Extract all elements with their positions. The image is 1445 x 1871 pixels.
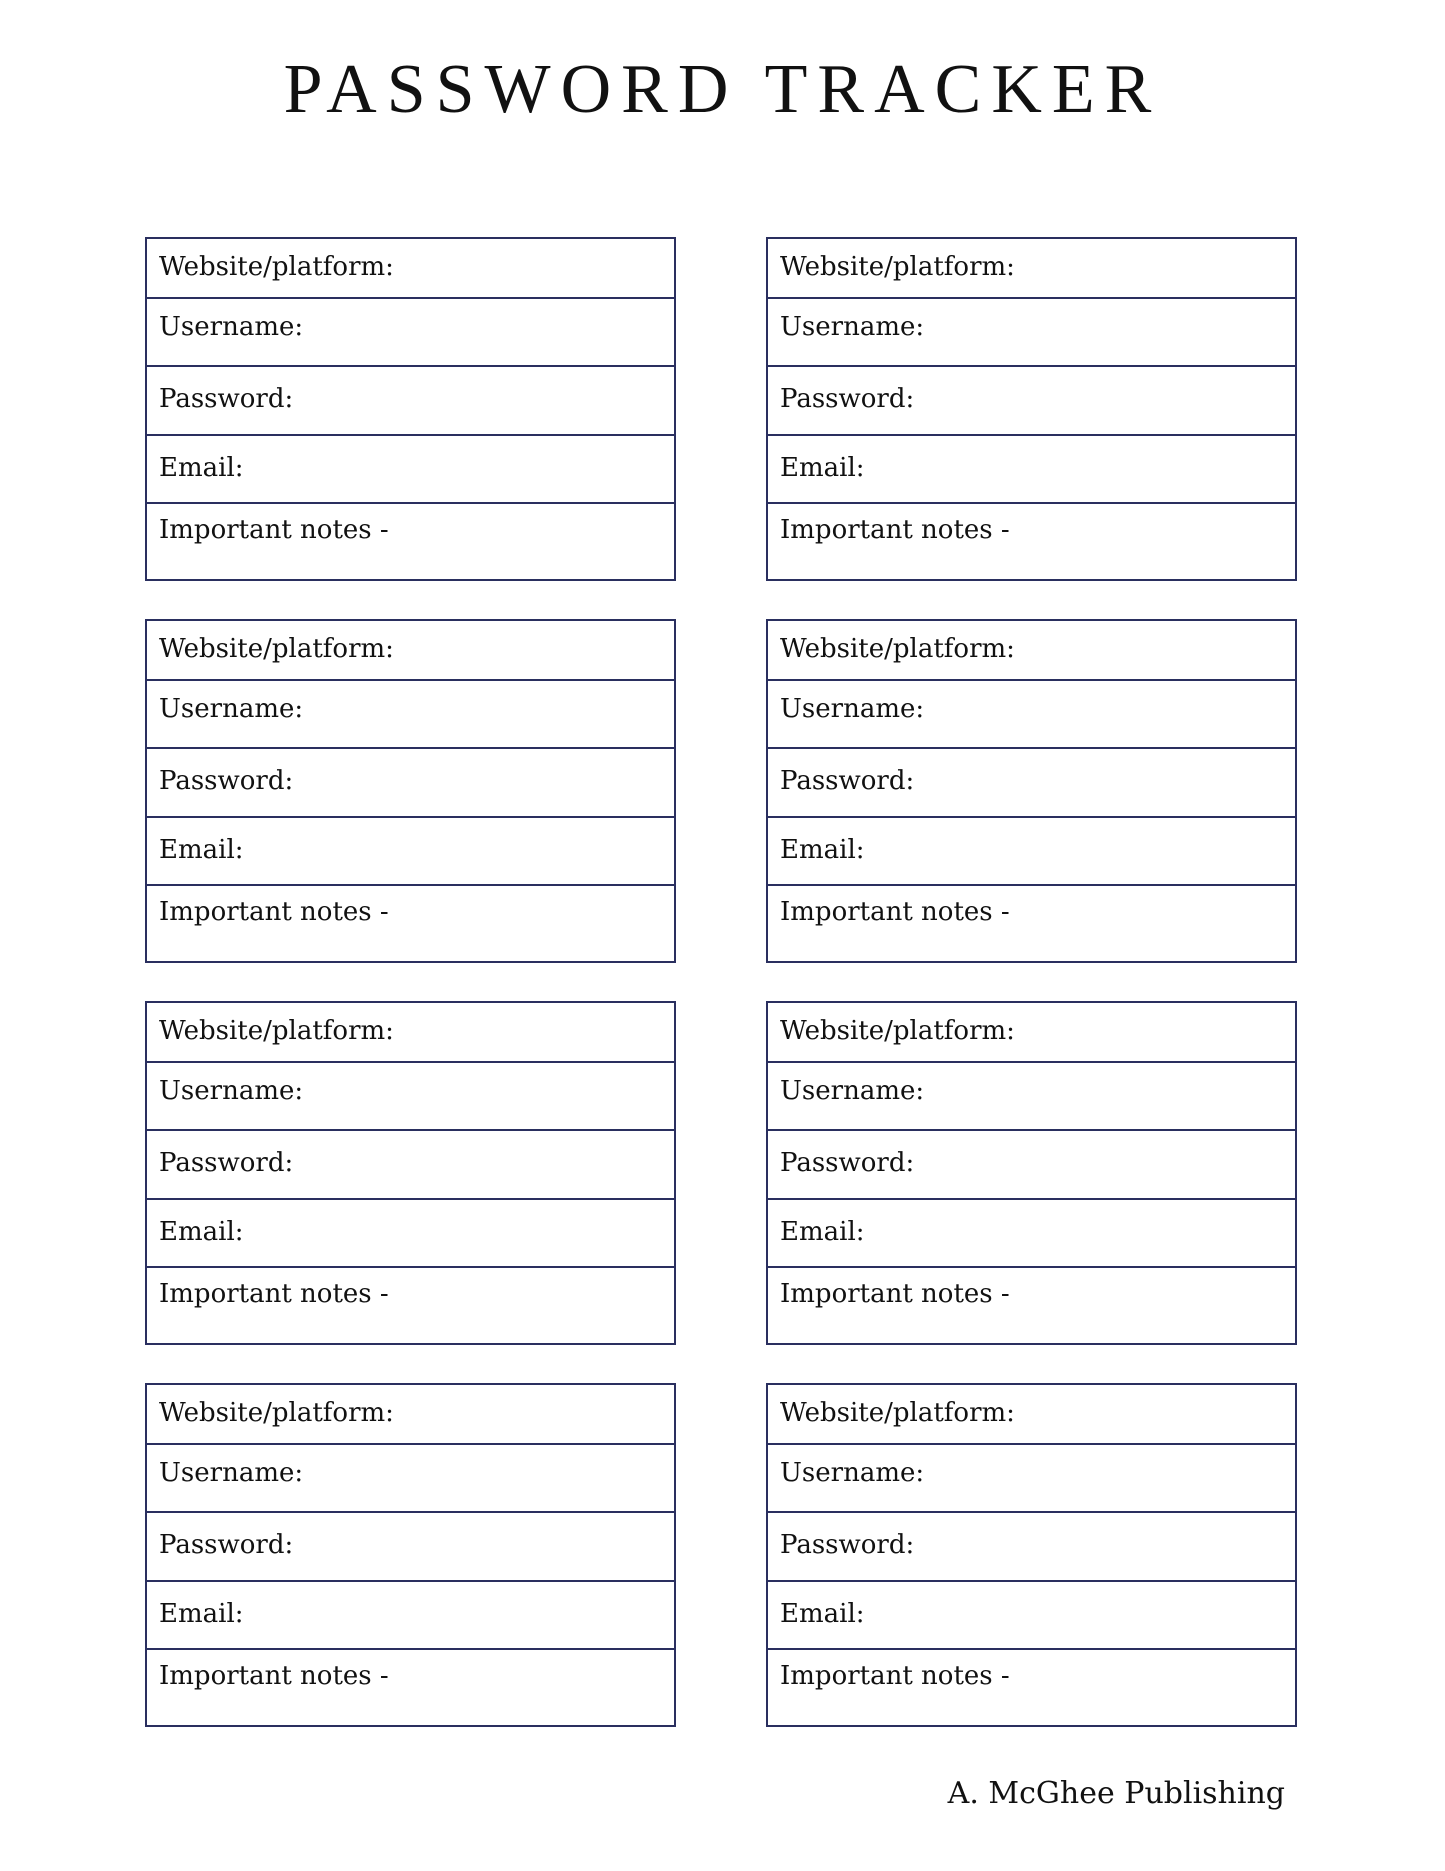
publisher-credit: A. McGhee Publishing (947, 1776, 1285, 1811)
website-field[interactable] (147, 1385, 674, 1445)
website-label: Website/platform: (159, 1016, 394, 1046)
username-field[interactable] (147, 1063, 674, 1131)
website-field[interactable] (147, 621, 674, 681)
email-label: Email: (159, 453, 244, 483)
username-label: Username: (780, 1076, 925, 1106)
password-label: Password: (159, 1530, 294, 1560)
notes-label: Important notes - (159, 1661, 389, 1691)
username-field[interactable] (147, 1445, 674, 1513)
email-label: Email: (780, 835, 865, 865)
username-label: Username: (159, 694, 304, 724)
website-field[interactable] (768, 621, 1295, 681)
email-label: Email: (780, 1599, 865, 1629)
notes-label: Important notes - (780, 1279, 1010, 1309)
website-label: Website/platform: (780, 1398, 1015, 1428)
username-field[interactable] (768, 299, 1295, 367)
username-label: Username: (780, 694, 925, 724)
notes-field[interactable] (147, 1268, 674, 1343)
website-field[interactable] (768, 239, 1295, 299)
email-field[interactable] (768, 1582, 1295, 1650)
website-label: Website/platform: (780, 252, 1015, 282)
website-field[interactable] (147, 1003, 674, 1063)
password-entry-card (145, 1383, 676, 1727)
password-field[interactable] (768, 367, 1295, 436)
website-field[interactable] (768, 1385, 1295, 1445)
password-entry-card (766, 1001, 1297, 1345)
username-label: Username: (159, 1076, 304, 1106)
password-entry-card (145, 237, 676, 581)
notes-label: Important notes - (780, 897, 1010, 927)
password-label: Password: (159, 384, 294, 414)
password-entry-card (766, 1383, 1297, 1727)
password-field[interactable] (147, 1513, 674, 1582)
email-field[interactable] (147, 1582, 674, 1650)
password-label: Password: (780, 766, 915, 796)
email-field[interactable] (768, 436, 1295, 504)
password-field[interactable] (147, 749, 674, 818)
email-field[interactable] (147, 436, 674, 504)
notes-label: Important notes - (780, 515, 1010, 545)
username-field[interactable] (768, 1445, 1295, 1513)
notes-field[interactable] (768, 1650, 1295, 1725)
website-label: Website/platform: (780, 634, 1015, 664)
password-entry-card (766, 237, 1297, 581)
notes-field[interactable] (147, 886, 674, 961)
email-label: Email: (780, 453, 865, 483)
email-field[interactable] (768, 1200, 1295, 1268)
password-entry-card (145, 619, 676, 963)
email-field[interactable] (768, 818, 1295, 886)
password-field[interactable] (768, 1131, 1295, 1200)
username-label: Username: (780, 1458, 925, 1488)
username-field[interactable] (768, 681, 1295, 749)
password-label: Password: (780, 384, 915, 414)
notes-field[interactable] (147, 504, 674, 579)
website-label: Website/platform: (780, 1016, 1015, 1046)
website-field[interactable] (768, 1003, 1295, 1063)
website-label: Website/platform: (159, 1398, 394, 1428)
email-label: Email: (159, 835, 244, 865)
username-field[interactable] (768, 1063, 1295, 1131)
email-field[interactable] (147, 818, 674, 886)
username-label: Username: (780, 312, 925, 342)
username-field[interactable] (147, 299, 674, 367)
notes-label: Important notes - (159, 897, 389, 927)
notes-field[interactable] (147, 1650, 674, 1725)
password-entry-card (145, 1001, 676, 1345)
password-field[interactable] (768, 749, 1295, 818)
email-label: Email: (159, 1217, 244, 1247)
website-label: Website/platform: (159, 252, 394, 282)
password-field[interactable] (147, 367, 674, 436)
email-field[interactable] (147, 1200, 674, 1268)
email-label: Email: (780, 1217, 865, 1247)
notes-label: Important notes - (159, 1279, 389, 1309)
notes-label: Important notes - (780, 1661, 1010, 1691)
notes-field[interactable] (768, 504, 1295, 579)
password-entry-card (766, 619, 1297, 963)
password-label: Password: (159, 766, 294, 796)
password-field[interactable] (147, 1131, 674, 1200)
website-field[interactable] (147, 239, 674, 299)
password-label: Password: (780, 1148, 915, 1178)
username-field[interactable] (147, 681, 674, 749)
username-label: Username: (159, 1458, 304, 1488)
username-label: Username: (159, 312, 304, 342)
page-title: PASSWORD TRACKER (283, 51, 1162, 128)
website-label: Website/platform: (159, 634, 394, 664)
password-label: Password: (159, 1148, 294, 1178)
password-label: Password: (780, 1530, 915, 1560)
notes-field[interactable] (768, 886, 1295, 961)
notes-label: Important notes - (159, 515, 389, 545)
notes-field[interactable] (768, 1268, 1295, 1343)
email-label: Email: (159, 1599, 244, 1629)
password-field[interactable] (768, 1513, 1295, 1582)
